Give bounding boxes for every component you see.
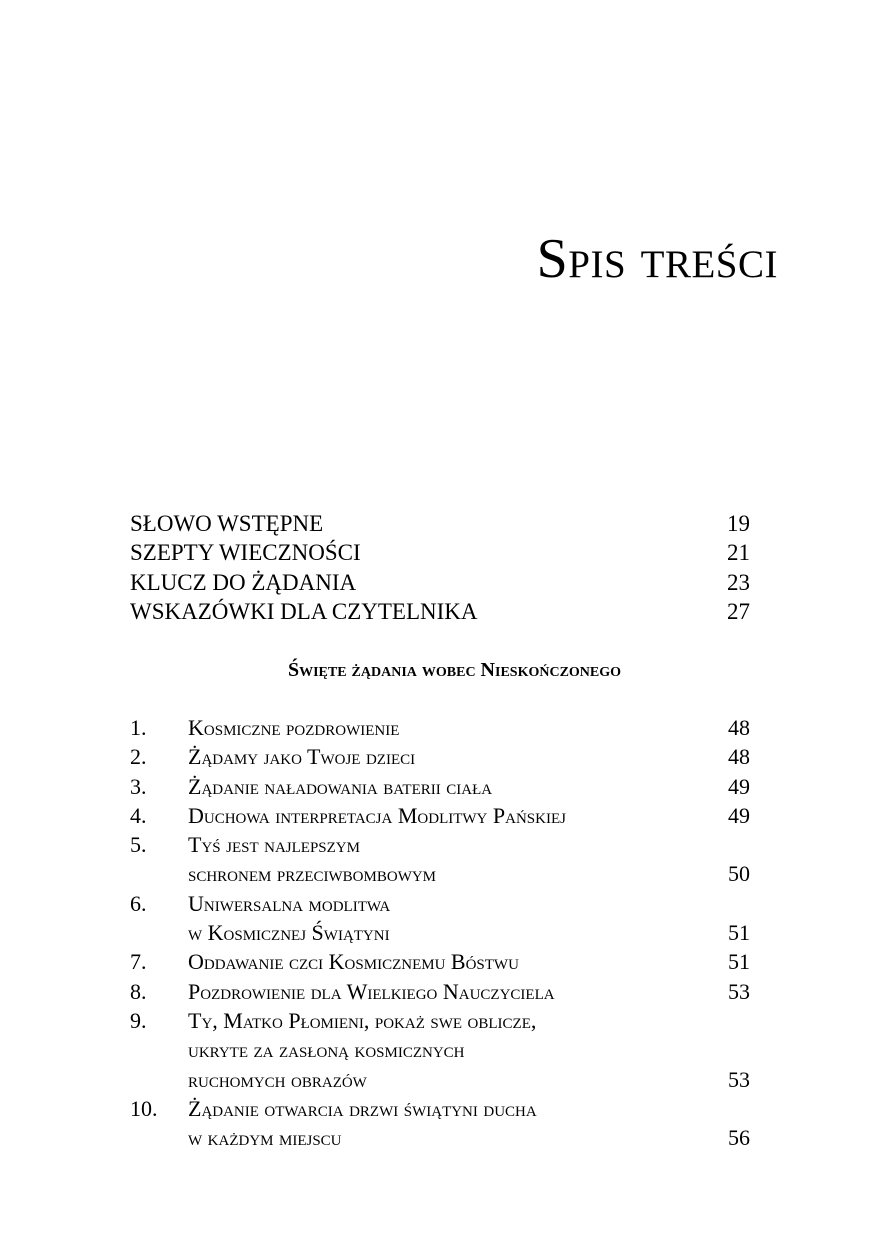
- toc-entry-number: 6.: [130, 890, 147, 916]
- toc-intro-item[interactable]: [130, 538, 750, 567]
- toc-entry-page: 51: [728, 949, 750, 975]
- toc-entry-title-line: Oddawanie czci Kosmicznemu Bóstwu: [188, 949, 519, 975]
- toc-entry-title: [188, 830, 728, 889]
- toc-entry[interactable]: [130, 830, 750, 889]
- toc-entry-title: [188, 1094, 728, 1153]
- toc-entry-page: 53: [728, 1066, 750, 1092]
- toc-intro-page: 19: [727, 511, 750, 536]
- toc-entry[interactable]: [130, 772, 750, 801]
- toc-entry-page: 56: [728, 1125, 750, 1151]
- toc-entry-title-line: Ty, Matko Płomieni, pokaż swe oblicze,: [188, 1007, 537, 1033]
- toc-entry[interactable]: [130, 947, 750, 976]
- toc-intro-label: WSKAZÓWKI DLA CZYTELNIKA: [130, 598, 478, 624]
- toc-intro-label: SŁOWO WSTĘPNE: [130, 511, 324, 536]
- toc-entry-title: [188, 977, 728, 1006]
- toc-entry-page: 49: [728, 773, 750, 799]
- toc-intro-page: 21: [727, 540, 750, 566]
- toc-entry-title-line: Żądamy jako Twoje dzieci: [188, 744, 416, 770]
- toc-entry-title: [188, 947, 728, 976]
- toc-entry[interactable]: [130, 801, 750, 830]
- toc-entry-title: [188, 801, 728, 830]
- toc-entry-title-line: w Kosmicznej Świątyni: [188, 920, 390, 946]
- toc-entry-page: 51: [728, 920, 750, 946]
- toc-entry-page: 50: [728, 861, 750, 887]
- toc-entry[interactable]: [130, 889, 750, 948]
- toc-entry[interactable]: [130, 713, 750, 742]
- toc-entry-number: 2.: [130, 744, 147, 770]
- toc-entry-title-line: Duchowa interpretacja Modlitwy Pańskiej: [188, 802, 566, 828]
- toc-entry-number: 8.: [130, 978, 147, 1004]
- toc-entry-number: 10.: [130, 1095, 158, 1121]
- toc-entry-page: 48: [728, 744, 750, 770]
- toc-entry-page: 53: [728, 978, 750, 1004]
- toc-entry-title-line: Żądanie otwarcia drzwi świątyni ducha: [188, 1095, 537, 1121]
- toc-entry-title-line: ruchomych obrazów: [188, 1066, 367, 1092]
- toc-entry-title: [188, 889, 728, 948]
- toc-list: [130, 713, 750, 1152]
- toc-entry-number: 1.: [130, 715, 147, 740]
- toc-intro-page: 27: [727, 598, 750, 624]
- page-title: Spis treści: [536, 228, 778, 290]
- toc-intro-page: 23: [727, 569, 750, 595]
- toc-entry-title: [188, 772, 728, 801]
- toc-entry-title-line: Pozdrowienie dla Wielkiego Nauczyciela: [188, 978, 555, 1004]
- toc-entry-title: [188, 742, 728, 771]
- toc-entry-title: [188, 1006, 728, 1094]
- toc-intro-label: KLUCZ DO ŻĄDANIA: [130, 569, 357, 595]
- section-heading: Święte żądania wobec Nieskończonego: [287, 659, 622, 681]
- toc-entry-title-line: Żądanie naładowania baterii ciała: [188, 773, 493, 799]
- toc-entry[interactable]: [130, 742, 750, 771]
- toc-entry[interactable]: [130, 977, 750, 1006]
- toc-entry-number: 7.: [130, 949, 147, 975]
- toc-entry-number: 5.: [130, 832, 147, 858]
- toc-entry[interactable]: [130, 1094, 750, 1153]
- toc-entry-number: 4.: [130, 802, 147, 828]
- toc-entry-title-line: schronem przeciwbombowym: [188, 861, 437, 887]
- toc-intro-label: SZEPTY WIECZNOŚCI: [130, 540, 361, 566]
- toc-intro-item[interactable]: [130, 509, 750, 538]
- toc-entry-title-line: Tyś jest najlepszym: [188, 832, 360, 858]
- intro-list: [130, 509, 750, 626]
- toc-entry[interactable]: [130, 1006, 750, 1094]
- toc-entry-title-line: ukryte za zasłoną kosmicznych: [188, 1037, 465, 1063]
- toc-entry-title-line: Kosmiczne pozdrowienie: [188, 715, 400, 740]
- toc-entry-title-line: w każdym miejscu: [188, 1125, 342, 1151]
- toc-entry-number: 9.: [130, 1007, 147, 1033]
- toc-intro-item[interactable]: [130, 597, 750, 626]
- toc-entry-number: 3.: [130, 773, 147, 799]
- toc-entry-title: [188, 713, 728, 742]
- toc-entry-page: 48: [728, 715, 750, 740]
- toc-entry-page: 49: [728, 802, 750, 828]
- toc-intro-item[interactable]: [130, 568, 750, 597]
- toc-entry-title-line: Uniwersalna modlitwa: [188, 890, 391, 916]
